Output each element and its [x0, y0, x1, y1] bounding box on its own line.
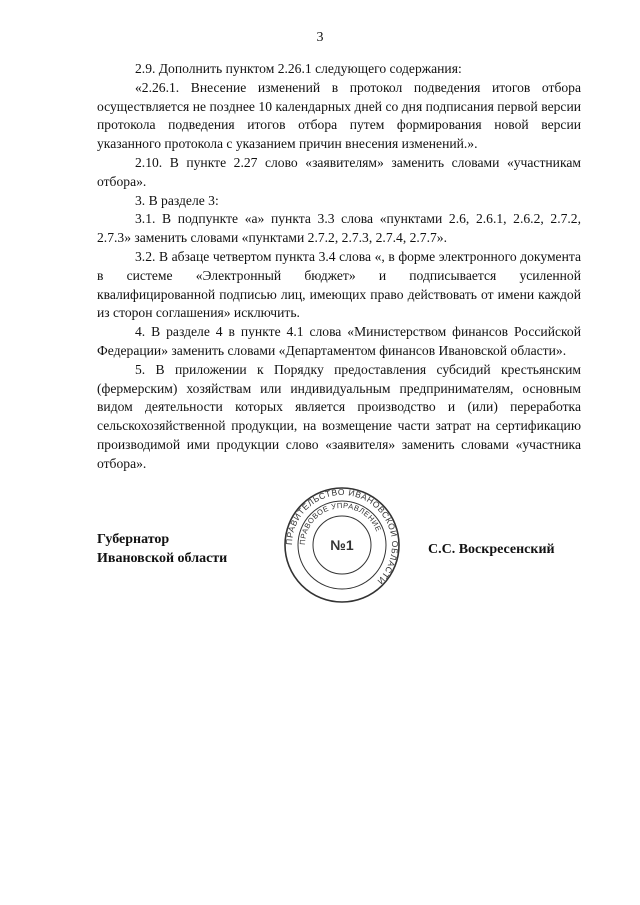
- stamp-number: №1: [330, 537, 354, 553]
- paragraph-5: 5. В приложении к Порядку предоставления субсидий крестьянским (фермерским) хозяйствам или индивидуальным предпринимателям, основным видом деятельности которых является производство и (или) переработка сельскохозяйственной продукции, на возмещение части затрат на сертификацию производимой ими продукции слово «заявителя» заменить словами «участника отбора».: [97, 361, 581, 471]
- document-body: [97, 60, 581, 474]
- stamp-outer-text: ПРАВИТЕЛЬСТВО ИВАНОВСКОЙ ОБЛАСТИ: [283, 486, 401, 587]
- paragraph-2-10: 2.10. В пункте 2.27 слово «заявителям» заменить словами «участникам отбора».: [97, 154, 581, 189]
- paragraph-4: 4. В разделе 4 в пункте 4.1 слова «Министерством финансов Российской Федерации» заменить словами «Департаментом финансов Ивановской области».: [97, 324, 581, 358]
- paragraph-2-9: 2.9. Дополнить пунктом 2.26.1 следующего содержания:: [135, 61, 462, 76]
- signatory-title-line1: Губернатор: [97, 532, 170, 547]
- paragraph-3-2: 3.2. В абзаце четвертом пункта 3.4 слова «, в форме электронного документа в системе «Электронный бюджет» и подписывается усиленной квалифицированной подписью лиц, имеющих право действовать от имени каждой из сторон соглашения» исключить.: [97, 248, 581, 321]
- signatory-name: С.С. Воскресенский: [428, 542, 555, 557]
- signatory-title-line2: Ивановской области: [97, 551, 228, 566]
- paragraph-2-26-1: «2.26.1. Внесение изменений в протокол подведения итогов отбора осуществляется не позднее 10 календарных дней со дня подписания первой версии протокола подведения итогов отбора путем формирования новой версии указанного протокола с указанием причин внесения изменений.».: [97, 79, 581, 152]
- official-stamp: [282, 485, 402, 605]
- stamp-inner-text: ПРАВОВОЕ УПРАВЛЕНИЕ: [297, 500, 384, 546]
- paragraph-3: 3. В разделе 3:: [135, 192, 219, 208]
- signatory-title: [97, 530, 227, 568]
- page-number: 3: [316, 30, 324, 45]
- paragraph-3-1: 3.1. В подпункте «а» пункта 3.3 слова «пунктами 2.6, 2.6.1, 2.6.2, 2.7.2, 2.7.3» заменить словами «пунктами 2.7.2, 2.7.3, 2.7.4, 2.7.7».: [97, 211, 581, 246]
